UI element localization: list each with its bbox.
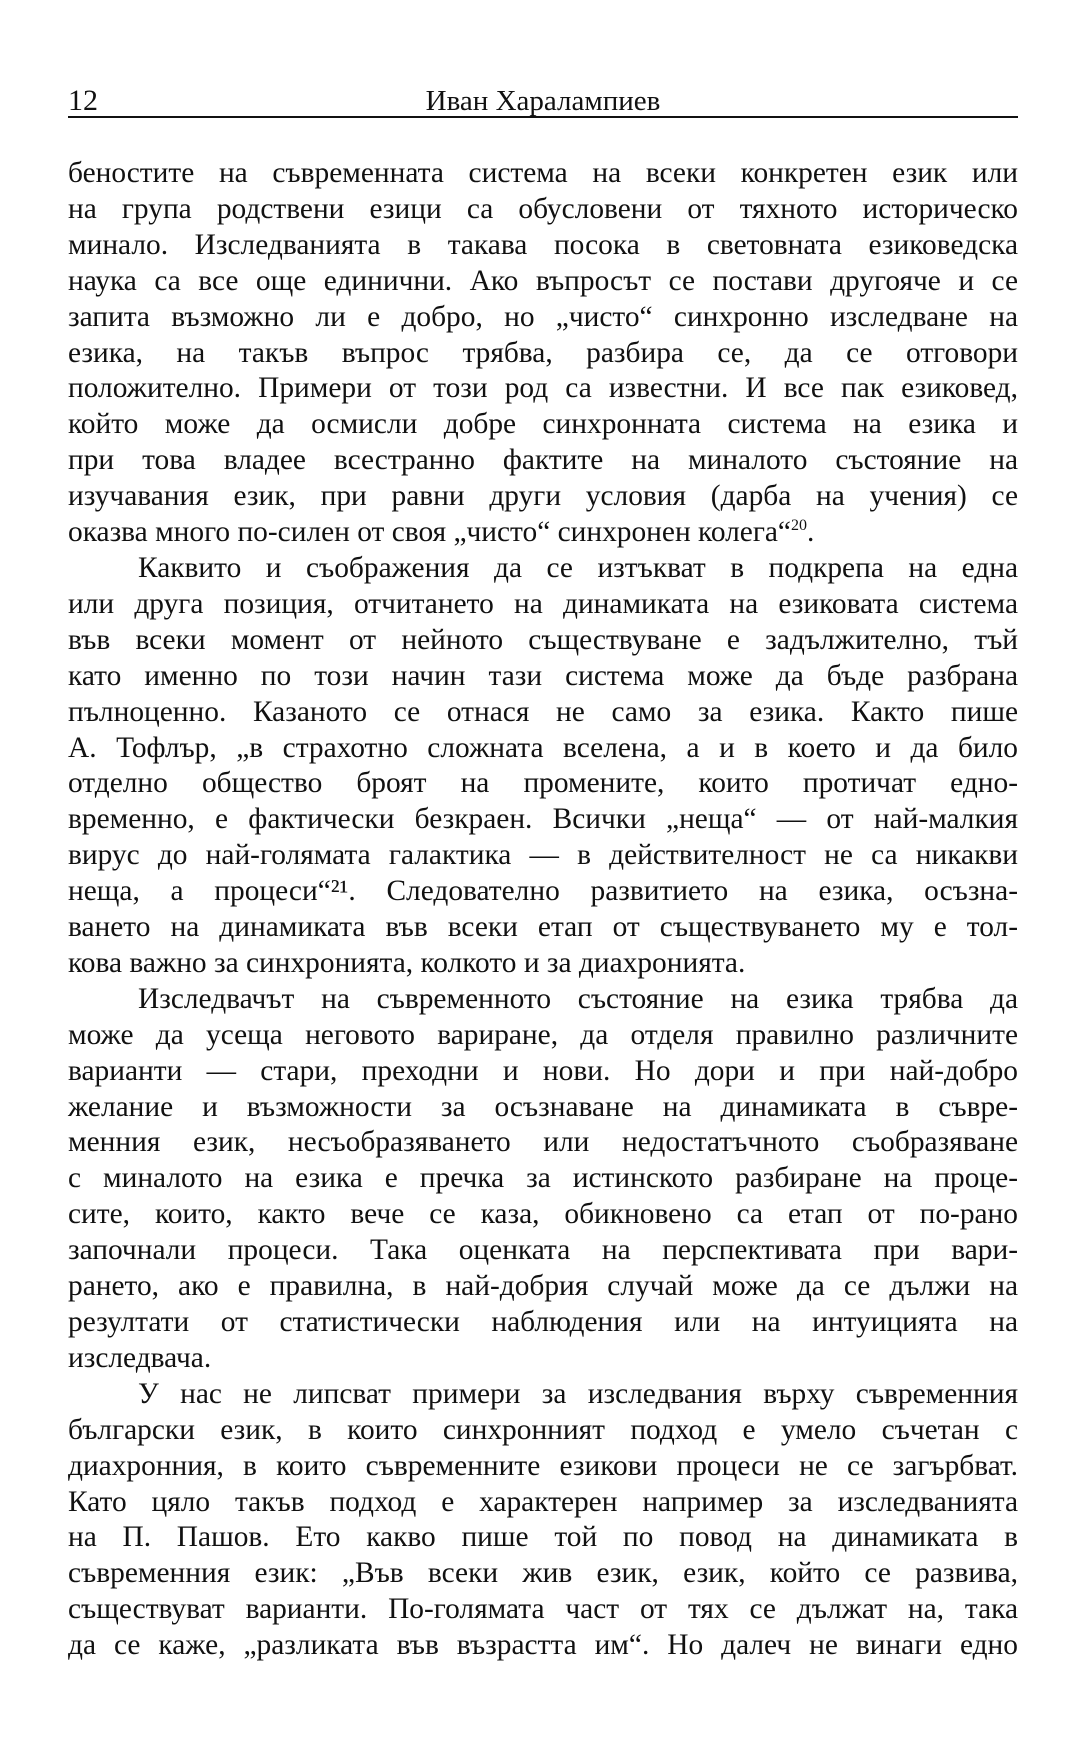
text-line: пълноценно. Казаното се отнася не само за езика. Както пише — [68, 695, 1018, 728]
text-line: кова важно за синхронията, колкото и за диахронията. — [68, 946, 746, 979]
text-line: във всеки момент от нейното съществуване е задължително, тъй — [68, 623, 1018, 656]
text-line: може да усеща неговото вариране, да отделя правилно различните — [68, 1018, 1018, 1051]
text-line: неща, а процеси“²¹. Следователно развитието на езика, осъзна- — [68, 875, 1018, 908]
text-line: диахронния, в които съвременните езикови процеси не се загърбват. — [68, 1449, 1018, 1482]
text-line: У нас не липсват примери за изследвания върху съвременния — [138, 1377, 1018, 1410]
text-line: съществуват варианти. По-голямата част от тях се дължат на, така — [68, 1593, 1018, 1626]
page-number: 12 — [68, 84, 98, 117]
text-line-with-footnote — [68, 515, 1018, 551]
sentence-end: . — [806, 516, 815, 549]
text-line: с миналото на езика е пречка за истинското разбиране на проце- — [68, 1162, 1018, 1195]
book-page — [68, 70, 1018, 1730]
text-line: желание и възможности за осъзнаване на динамиката в съвре- — [68, 1090, 1018, 1123]
text-line: изследвача. — [68, 1341, 212, 1374]
paragraph-2 — [68, 551, 1018, 982]
text-line: наука са все още единични. Ако въпросът се постави другояче и се — [68, 264, 1018, 297]
text-line: вирус до най-голямата галактика — в действителност не са никакви — [68, 839, 1018, 872]
text-line: като именно по този начин тази система може да бъде разбрана — [68, 659, 1018, 692]
running-title: Иван Харалампиев — [425, 85, 661, 117]
text-line: изучавания език, при равни други условия (дарба на учения) се — [68, 480, 1018, 513]
text-line: на група родствени езици са обусловени от тяхното историческо — [68, 192, 1018, 225]
text-line: който може да осмисли добре синхронната система на езика и — [68, 408, 1018, 441]
text-line: езика, на такъв въпрос трябва, разбира се, да се отговори — [68, 336, 1018, 369]
footnote-marker: 20 — [790, 517, 807, 535]
text-line: на П. Пашов. Ето какво пише той по повод на динамиката в — [68, 1521, 1018, 1554]
text-line: при това владее всестранно фактите на миналото състояние на — [68, 444, 1018, 477]
text-line: минало. Изследванията в такава посока в световната езиковедска — [68, 228, 1018, 261]
text-line: менния език, несъобразяването или недостатъчното съобразяване — [68, 1126, 1018, 1159]
text-line: временно, е фактически безкраен. Всички „неща“ — от най-малкия — [68, 803, 1018, 836]
paragraph-3 — [68, 982, 1018, 1377]
body-text — [68, 156, 1018, 1664]
text-line: съвременния език: „Във всеки жив език, език, който се развива, — [68, 1557, 1018, 1590]
text-line: А. Тофлър, „в страхотно сложната вселена, а и в което и да било — [68, 731, 1018, 764]
text-line: положително. Примери от този род са известни. И все пак езиковед, — [68, 372, 1018, 405]
text-line: Като цяло такъв подход е характерен например за изследванията — [68, 1485, 1018, 1518]
text-line: запита възможно ли е добро, но „чисто“ синхронно изследване на — [68, 300, 1018, 333]
paragraph-4 — [68, 1377, 1018, 1664]
text-line: или друга позиция, отчитането на динамиката на езиковата система — [68, 587, 1018, 620]
text-line: рането, ако е правилна, в най-добрия случай може да се дължи на — [68, 1270, 1018, 1303]
text-line: Изследвачът на съвременното състояние на езика трябва да — [138, 982, 1018, 1015]
paragraph-1 — [68, 156, 1018, 551]
text-line: оказва много по-силен от своя „чисто“ синхронен колега“ — [68, 516, 791, 549]
text-line: ването на динамиката във всеки етап от съществуването му е тол- — [68, 911, 1018, 944]
running-head — [68, 70, 1018, 118]
text-line: резултати от статистически наблюдения или на интуицията на — [68, 1306, 1018, 1338]
text-line: беностите на съвременната система на всеки конкретен език или — [68, 157, 1018, 189]
text-line: да се каже, „разликата във възрастта им“. Но далеч не винаги едно — [68, 1629, 1018, 1662]
text-line: започнали процеси. Така оценката на перспективата при вари- — [68, 1234, 1018, 1267]
text-line: отделно общество броят на промените, които протичат едно- — [68, 767, 1018, 800]
text-line: варианти — стари, преходни и нови. Но дори и при най-добро — [68, 1054, 1018, 1087]
text-line: български език, в които синхронният подход е умело съчетан с — [68, 1413, 1018, 1446]
text-line: Каквито и съображения да се изтъкват в подкрепа на една — [138, 551, 1018, 584]
text-line: сите, които, както вече се каза, обикновено са етап от по-рано — [68, 1198, 1018, 1231]
